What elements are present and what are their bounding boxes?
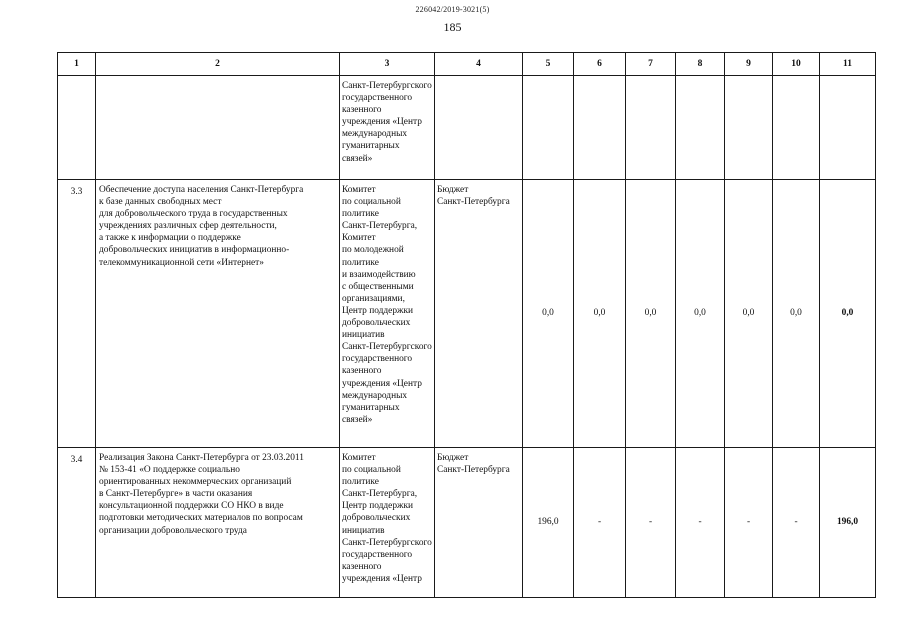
program-table <box>57 52 876 598</box>
header-cell-1: 1 <box>58 53 96 76</box>
empty-cell <box>676 76 725 180</box>
executor-text: Санкт-Петербургского государственного казенного учреждения «Центр международных гуманитарных связей» <box>342 81 432 164</box>
value-col-8: - <box>676 448 725 598</box>
funding-source-text: Бюджет Санкт-Петербурга <box>437 453 510 476</box>
value-col-9: - <box>725 448 773 598</box>
table-row-3-4 <box>58 448 876 598</box>
empty-cell <box>820 76 876 180</box>
value-col-5: 196,0 <box>523 448 574 598</box>
executor-text: Комитет по социальной политике Санкт-Петербурга, Комитет по молодежной политике и взаимодействию с общественными организациями, Центр поддержки добровольческих инициатив Санкт-Петербургского государственного казенного учреждения «Центр международных гуманитарных связей» <box>342 185 432 425</box>
row-number: 3.4 <box>58 448 96 598</box>
header-row <box>58 53 876 76</box>
header-cell-10: 10 <box>773 53 820 76</box>
value-col-6: - <box>574 448 626 598</box>
header-cell-11: 11 <box>820 53 876 76</box>
total-value: 196,0 <box>820 448 876 598</box>
header-cell-9: 9 <box>725 53 773 76</box>
header-cell-5: 5 <box>523 53 574 76</box>
continuation-row <box>58 76 876 180</box>
executor-cell <box>340 180 435 448</box>
header-cell-4: 4 <box>435 53 523 76</box>
funding-source-text: Бюджет Санкт-Петербурга <box>437 185 510 208</box>
executor-cell <box>340 76 435 180</box>
row-number: 3.3 <box>58 180 96 448</box>
activity-cell <box>96 448 340 598</box>
empty-cell <box>58 76 96 180</box>
executor-cell <box>340 448 435 598</box>
empty-cell <box>626 76 676 180</box>
activity-cell <box>96 180 340 448</box>
header-cell-3: 3 <box>340 53 435 76</box>
page-number: 185 <box>443 20 462 34</box>
total-value: 0,0 <box>820 180 876 448</box>
value-col-10: - <box>773 448 820 598</box>
value-col-9: 0,0 <box>725 180 773 448</box>
empty-cell <box>773 76 820 180</box>
header-cell-2: 2 <box>96 53 340 76</box>
value-col-8: 0,0 <box>676 180 725 448</box>
empty-cell <box>523 76 574 180</box>
executor-text: Комитет по социальной политике Санкт-Петербурга, Центр поддержки добровольческих инициатив Санкт-Петербургского государственного казенного учреждения «Центр <box>342 453 432 584</box>
document-code: 226042/2019-3021(5) <box>415 5 490 14</box>
funding-source-cell <box>435 180 523 448</box>
empty-cell <box>96 76 340 180</box>
empty-cell <box>725 76 773 180</box>
header-cell-8: 8 <box>676 53 725 76</box>
table-row-3-3 <box>58 180 876 448</box>
funding-source-cell <box>435 448 523 598</box>
empty-cell <box>574 76 626 180</box>
value-col-6: 0,0 <box>574 180 626 448</box>
activity-text: Реализация Закона Санкт-Петербурга от 23.03.2011 № 153-41 «О поддержке социально ориентированных некоммерческих организаций в Санкт-Петербурге» в части оказания консультационной поддержки СО НКО в виде подготовки методических материалов по вопросам организации добровольческого труда <box>99 453 304 536</box>
value-col-10: 0,0 <box>773 180 820 448</box>
header-cell-7: 7 <box>626 53 676 76</box>
header-cell-6: 6 <box>574 53 626 76</box>
value-col-5: 0,0 <box>523 180 574 448</box>
value-col-7: - <box>626 448 676 598</box>
empty-cell <box>435 76 523 180</box>
activity-text: Обеспечение доступа населения Санкт-Петербурга к базе данных свободных мест для добровольческого труда в государственных учреждениях различных сфер деятельности, а также к информации о поддержке добровольческих инициатив в информационно- телекоммуникационной сети «Интернет» <box>99 185 304 268</box>
value-col-7: 0,0 <box>626 180 676 448</box>
